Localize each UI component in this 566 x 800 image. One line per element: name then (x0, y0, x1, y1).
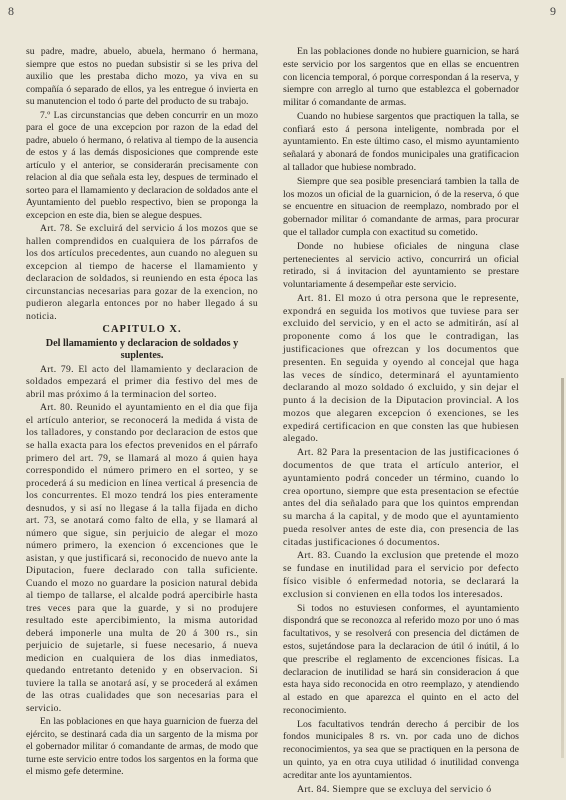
paragraph: Cuando no hubiese sargentos que practiquen la talla, se confiará esto á persona inteligente, nombrada por el ayuntamiento. En este último caso, el mismo ayuntamiento señalará y abonará de fondos municipales una gratificacion al tallador que hubiese nombrado. (283, 110, 519, 174)
page-edge-shadow (561, 378, 564, 758)
right-column (283, 46, 519, 796)
paragraph: Donde no hubiese oficiales de ninguna clase pertenecientes al servicio activo, concurrirá un oficial retirado, si á invitacion del ayuntamiento se prestare voluntariamente á desempeñar este servicio. (283, 240, 519, 291)
article-79: Art. 79. El acto del llamamiento y declaracion de soldados empezará el primer dia festivo del mes de abril mas próximo á la terminacion del sorteo. (26, 363, 258, 400)
article-84: Art. 84. Siempre que se excluya del servicio ó (297, 783, 492, 795)
chapter-title: CAPITULO X. (102, 324, 182, 336)
chapter-subtitle: Del llamamiento y declaracion de soldados y suplentes. (45, 337, 239, 362)
article-82: Art. 82 Para la presentacion de las justificaciones ó documentos de que trata el artículo anterior, el ayuntamiento podrá conceder un término, cuando lo crea oportuno, siempre que esta presentacion se efectúe antes del dia señalado para que los quintos emprendan su marcha á la capital, y de modo que el ayuntamiento pueda resolver antes de este dia, con presencia de las citadas justificaciones ó documentos. (283, 447, 519, 548)
article-80: Art. 80. Reunido el ayuntamiento en el dia que fija el artículo anterior, se reconocerá la medida á vista de los talladores, y constando por declaracion de estos que se halla exacta para los efectos prevenidos en el párrafo primero del art. 79, se llamará al mozo á quien haya correspondido el número primero en el sorteo, y se procederá á su medicion en línea vertical á presencia de los concurrentes. El mozo tendrá los pies enteramente desnudos, y si así no llegase á la talla fijada en dicho art. 73, se anotará como falto de ella, y se llamará al número que sigue, sin perjuicio de alegar el mozo número primero, la exencion ó excenciones que le asistan, y que justificará si, reconocido de nuevo ante la Diputacion, fuere declarado con talla suficiente. Cuando el mozo no guardare la posicion natural debida al tiempo de tallarse, el alcalde podrá apercibirle hasta tres veces para que la guarde, y si no produjere resultado este apercibimiento, la misma autoridad deberá imponerle una multa de 20 á 300 rs., sin perjuicio de sujetarle, si fuese necesario, á nueva medicion en cualquiera de los dias inmediatos, quedando entretanto detenido y en observacion. Si tuviere la talla se anotará así, y se procederá al exámen de las otras cualidades que son necesarias para el servicio. (26, 402, 258, 714)
paragraph: En las poblaciones en que haya guarnicion de fuerza del ejército, se destinará cada dia un sargento de la misma por el gobernador militar ó comandante de armas, de modo que turne este servicio entre todos los sargentos en la forma que el mismo gefe determine. (26, 716, 258, 778)
page-number-left: 8 (8, 4, 14, 18)
paragraph: su padre, madre, abuelo, abuela, hermano ó hermana, siempre que estos no puedan subsistir si se les priva del auxilio que les prestaba dicho mozo, ya viva en su compañía ó separado de ellos, ya les entregue ó invierta en su manutencion el todo ó parte del producto de su trabajo. (26, 46, 258, 108)
paragraph: Los facultativos tendrán derecho á percibir de los fondos municipales 8 rs. vn. por cada uno de dichos reconocimientos, ya sea que se practiquen en la persona de un quinto, ya en otra cuya utilidad ó inutilidad convenga acreditar ante los ayuntamientos. (283, 718, 519, 781)
paragraph: 7.º Las circunstancias que deben concurrir en un mozo para el goce de una excepcion por razon de la edad del padre, abuelo ó hermano, ó relativa al tiempo de la ausencia de estos y á las demás disposiciones que comprende este artículo y el anterior, se considerarán precisamente con relacion al dia que señala esta ley, despues de terminado el sorteo para el llamamiento y declaracion de soldados ante el Ayuntamiento del pueblo respectivo, bien se proponga la excepcion en este dia, bien se alegue despues. (26, 109, 258, 221)
paragraph: Si todos no estuviesen conformes, el ayuntamiento dispondrá que se reconozca al referido mozo por uno ó mas facultativos, y se resolverá con presencia del dictámen de estos, sujetándose para la declaracion de útil ó inútil, á lo que prescribe el reglamento de excenciones físicas. La declaracion de inutilidad se hará sin consideracion á que esta haya sido reconocida en otro reemplazo, y atendiendo al estado en que aparezca el quinto en el acto del reconocimiento. (283, 602, 519, 716)
paragraph: En las poblaciones donde no hubiere guarnicion, se hará este servicio por los sargentos que en ellas se encuentren con licencia temporal, ó porque correspondan á la reserva, y siempre con arreglo al turno que establezca el gobernador militar ó comandante de armas. (283, 46, 519, 109)
article-78: Art. 78. Se excluirá del servicio á los mozos que se hallen comprendidos en cualquiera de los párrafos de los dos artículos precedentes, aun cuando no aleguen su excepcion al tiempo de hacerse el llamamiento y declaracion de soldados, si reuniendo en esta época las circunstancias necesarias para gozar de la exencion, no pudieron alegarla entonces por no haber llegado á su noticia. (26, 223, 258, 322)
left-column (26, 46, 258, 779)
article-81: Art. 81. El mozo ú otra persona que le represente, expondrá en seguida los motivos que tuviese para ser excluido del servicio, y en el acto se admitirán, así al proponente como á los que le contradigan, las justificaciones que ofrezcan y los documentos que presenten. En seguida y oyendo al concejal que haga las veces de síndico, determinará el ayuntamiento declarando al mozo soldado ó excluido, y sin dejar el punto á la decision de la Diputacion provincial. A los mozos que alegaren excepcion ó exenciones, se les expedirá certificacion en que consten las que hubiesen alegado. (283, 292, 519, 445)
article-83: Art. 83. Cuando la exclusion que pretende el mozo se fundase en inutilidad para el servicio por defecto físico visible ó enfermedad notoria, se declarará la exclusion si convienen en ella todos los interesados. (283, 550, 519, 600)
page-number-right: 9 (550, 4, 556, 18)
paragraph: Siempre que sea posible presenciará tambien la talla de los mozos un oficial de la guarnicion, ó de la reserva, ó que se encuentre en situacion de reemplazo, nombrado por el gobernador militar ó comandante de armas, para procurar que el tallador cumpla con exactitud su cometido. (283, 175, 519, 238)
